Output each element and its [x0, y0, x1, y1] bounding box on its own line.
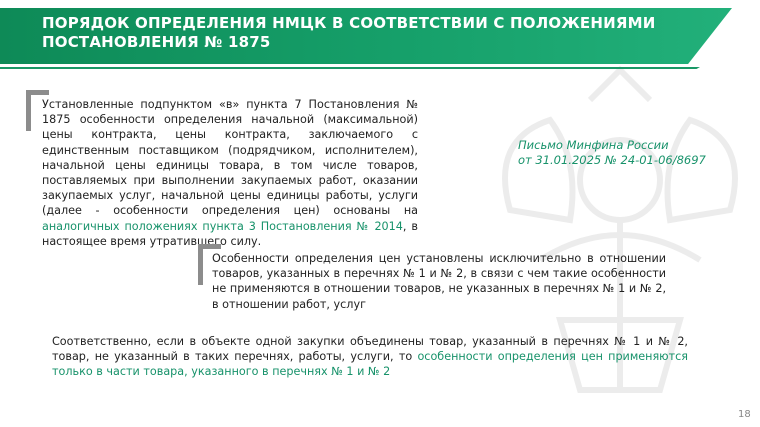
- paragraph-block-1: [42, 97, 418, 249]
- block3-highlight: особенности определения цен применяются только в части товара, указанного в перечнях № 1 и № 2: [52, 350, 688, 379]
- paragraph-block-3: [52, 334, 688, 380]
- letter-line-2: от 31.01.2025 № 24-01-06/8697: [518, 153, 706, 167]
- title-underline: [0, 67, 700, 69]
- block1-text: Установленные подпунктом «в» пункта 7 Постановления № 1875 особенности определения начальной (максимальной) цены контракта, цены контракта, заключаемого с единственным поставщиком (подрядчиком, исполнителем), начальной цены единицы товара, в том числе товаров, поставляемых при выполнении закупаемых работ, оказании закупаемых услуг, начальной цены единицы работы, услуги (далее - особенности определения цен) основаны на: [42, 98, 418, 218]
- letter-reference: [518, 138, 718, 168]
- block1-text-end: , в настоящее время утратившего силу.: [42, 219, 418, 248]
- block1-highlight: аналогичных положениях пункта 3 Постановления № 2014: [42, 219, 403, 233]
- title-line-1: ПОРЯДОК ОПРЕДЕЛЕНИЯ НМЦК В СООТВЕТСТВИИ С ПОЛОЖЕНИЯМИ: [42, 14, 656, 32]
- block3-text: Соответственно, если в объекте одной закупки объединены товар, указанный в перечнях № 1 и № 2, товар, не указанный в таких перечнях, работы, услуги, то: [52, 335, 688, 364]
- paragraph-block-2: Особенности определения цен установлены исключительно в отношении товаров, указанных в перечнях № 1 и № 2, в связи с чем такие особенности не применяются в отношении товаров, не указанных в перечнях № 1 и № 2, в отношении работ, услуг: [212, 252, 666, 311]
- page-number: 18: [738, 409, 751, 420]
- page-title: [42, 14, 682, 52]
- letter-line-1: Письмо Минфина России: [518, 138, 669, 152]
- title-line-2: ПОСТАНОВЛЕНИЯ № 1875: [42, 33, 271, 51]
